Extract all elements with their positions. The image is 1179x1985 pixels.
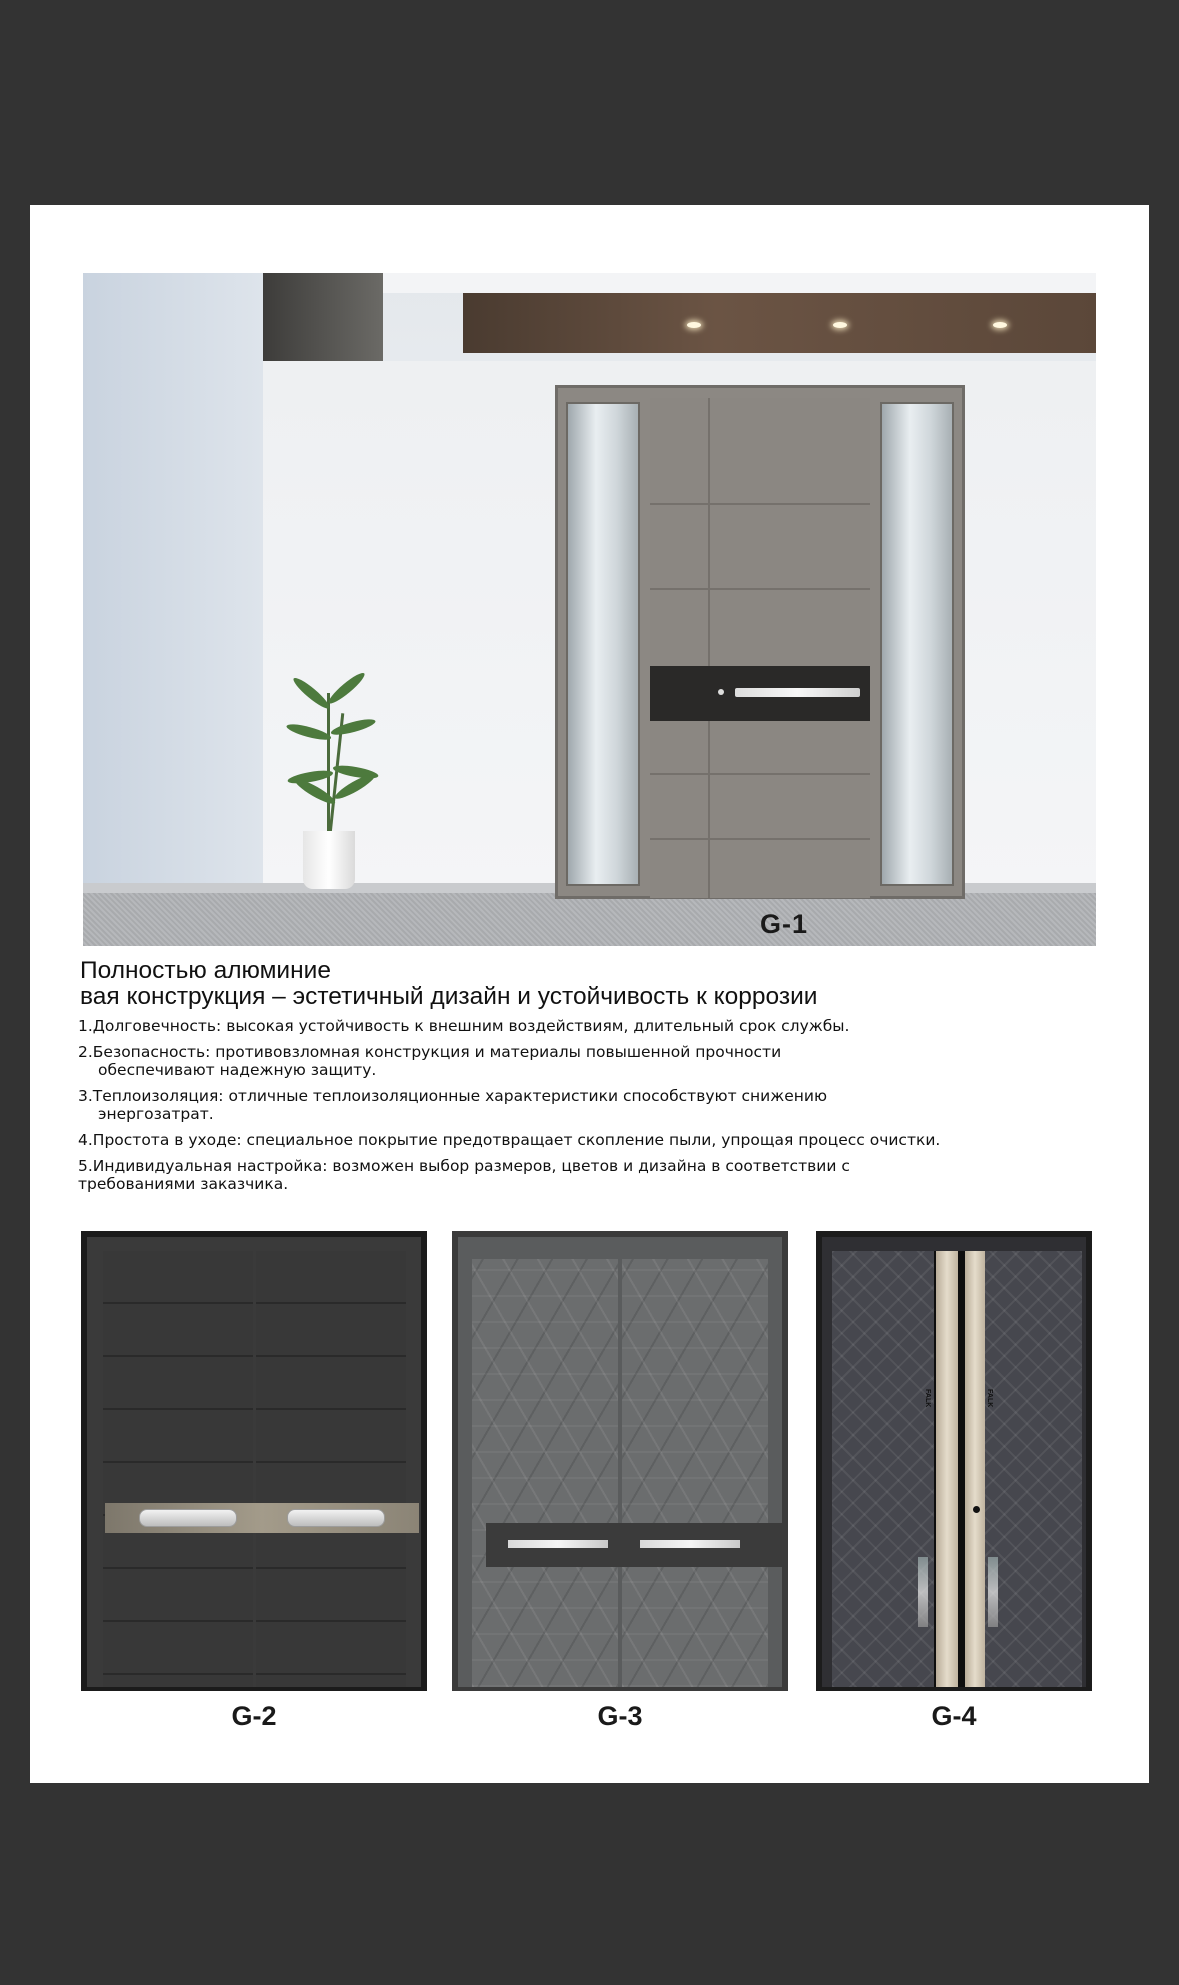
feature-text-continued: обеспечивают надежную защиту.: [98, 1061, 377, 1079]
headline-line-1: Полностью алюминие: [80, 957, 331, 984]
g3-right-handle: [640, 1540, 740, 1548]
product-label: G-3: [597, 1701, 643, 1731]
feature-item: [78, 1131, 1128, 1149]
g3-left-leaf: [472, 1259, 618, 1687]
door-pull-handle: [735, 688, 860, 697]
product-g3: [452, 1231, 788, 1731]
feature-item: [78, 1043, 1128, 1079]
g3-left-handle: [508, 1540, 608, 1548]
brand-mark: FALK: [986, 1389, 993, 1408]
g2-left-handle: [139, 1509, 237, 1527]
g4-keyhole-icon: [973, 1506, 980, 1513]
feature-item: [78, 1157, 1128, 1193]
background-wall: [83, 273, 273, 883]
right-sidelight-glass: [880, 402, 954, 886]
g4-glass-insert: [918, 1557, 928, 1627]
brand-mark: FALK: [924, 1389, 931, 1408]
g4-glass-insert: [988, 1557, 998, 1627]
ceiling-light-icon: [993, 322, 1007, 328]
g3-right-leaf: [622, 1259, 768, 1687]
dark-column: [263, 273, 383, 363]
hero-door-photo: [83, 273, 1096, 946]
hero-model-label: G-1: [760, 909, 809, 939]
ceiling-edge: [383, 273, 1096, 293]
g4-gold-strip: [936, 1251, 958, 1687]
feature-list: [78, 1017, 1128, 1201]
left-sidelight-glass: [566, 402, 640, 886]
product-label: G-2: [231, 1701, 277, 1731]
door-seam: [708, 398, 710, 898]
ceiling-light-icon: [687, 322, 701, 328]
feature-text-continued: энергозатрат.: [98, 1105, 214, 1123]
g1-door-frame: [555, 385, 965, 899]
headline-line-2: вая конструкция – эстетичный дизайн и устойчивость к коррозии: [80, 983, 818, 1010]
feature-item: [78, 1017, 1128, 1035]
feature-item: [78, 1087, 1128, 1123]
feature-text: 1.Долговечность: высокая устойчивость к внешним воздействиям, длительный срок службы.: [78, 1017, 850, 1035]
door-seam: [650, 773, 870, 775]
door-seam: [650, 838, 870, 840]
plant-pot: [303, 831, 355, 889]
g2-left-leaf: [103, 1251, 253, 1687]
g4-gold-strip: [965, 1251, 985, 1687]
door-seam: [650, 588, 870, 590]
feature-text-continued: требованиями заказчика.: [78, 1175, 289, 1193]
feature-text: 3.Теплоизоляция: отличные теплоизоляционные характеристики способствуют снижению: [78, 1087, 828, 1105]
product-g2: [81, 1231, 427, 1731]
door-seam: [650, 503, 870, 505]
g1-door-leaf: [650, 398, 870, 898]
feature-text: 4.Простота в уходе: специальное покрытие предотвращает скопление пыли, упрощая процесс очистки.: [78, 1131, 941, 1149]
floor: [83, 893, 1096, 946]
catalog-page: [30, 205, 1149, 1783]
g3-door-image: [452, 1231, 788, 1691]
keyhole-icon: [718, 689, 724, 695]
ceiling-light-icon: [833, 322, 847, 328]
product-label: G-4: [931, 1701, 977, 1731]
g2-right-leaf: [256, 1251, 406, 1687]
g2-right-handle: [287, 1509, 385, 1527]
feature-text: 2.Безопасность: противовзломная конструкция и материалы повышенной прочности: [78, 1043, 782, 1061]
headline: [80, 958, 1120, 1010]
product-g4: [816, 1231, 1092, 1731]
g2-door-image: [81, 1231, 427, 1691]
g4-door-image: [816, 1231, 1092, 1691]
feature-text: 5.Индивидуальная настройка: возможен выбор размеров, цветов и дизайна в соответствии с: [78, 1157, 850, 1175]
